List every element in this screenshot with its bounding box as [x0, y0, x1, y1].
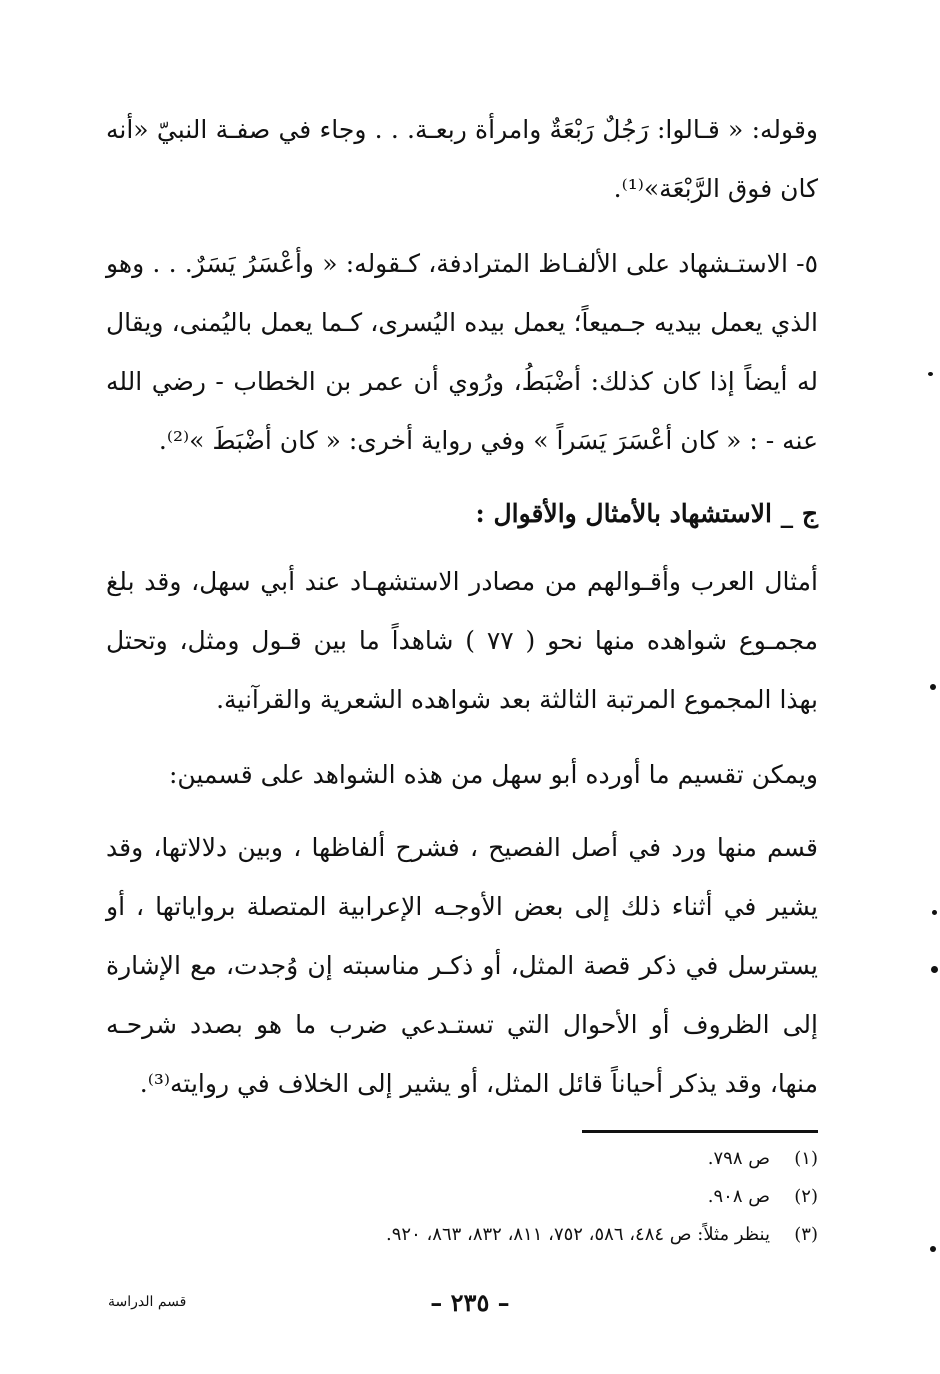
paragraph-definition-raba [106, 100, 818, 218]
footnote-number: (٢) [794, 1186, 818, 1207]
footnote-item [106, 1140, 818, 1178]
paragraph-division [106, 745, 818, 804]
footnote-text: ص ٩٠٨. [707, 1186, 770, 1207]
scan-speck [928, 372, 933, 376]
running-footer: قسم الدراسة [108, 1294, 187, 1310]
footnote-text: ينظر مثلاً: ص ٤٨٤، ٥٨٦، ٧٥٢، ٨١١، ٨٣٢، ٨٦٣، ٩٢٠. [386, 1224, 770, 1245]
paragraph-text: ٥- الاستـشهاد على الألفـاظ المترادفة، كـقوله: « وأعْسَرُ يَسَرٌ. . . وهو الذي يعمل بيديه جـميعاً؛ يعمل بيده اليُسرى، كـما يعمل باليُمنى، ويقال له أيضاً إذا كان كذلك: أضْبَطُ، ورُوي أن عمر بن الخطاب - رضي الله عنه - : « كان أعْسَرَ يَسَراً » وفي رواية أخرى: « كان أضْبَطَ »⁽²⁾. [106, 249, 818, 455]
footnote-divider [582, 1130, 818, 1133]
footnote-number: (١) [794, 1148, 818, 1169]
paragraph-first-part [106, 818, 818, 1113]
footnote-number: (٣) [794, 1224, 818, 1245]
paragraph-proverbs-intro [106, 552, 818, 729]
paragraph-synonyms [106, 234, 818, 470]
scan-speck [932, 910, 937, 915]
scan-speck [930, 1246, 936, 1252]
paragraph-text: ويمكن تقسيم ما أورده أبو سهل من هذه الشواهد على قسمين: [168, 760, 818, 789]
footnote-item [106, 1178, 818, 1216]
paragraph-text: وقوله: « قـالوا: رَجُلٌ رَبْعَةٌ وامرأة ربعـة. . . وجاء في صفـة النبيّ «أنه كان فوق الرَّبْعَة»⁽¹⁾. [106, 115, 818, 203]
paragraph-text: أمثال العرب وأقـوالهم من مصادر الاستشهـاد عند أبي سهل، وقد بلغ مجمـوع شواهده منها نحو ( ٧٧ ) شاهداً ما بين قـول ومثل، وتحتل بهذا المجموع المرتبة الثالثة بعد شواهده الشعرية والقرآنية. [106, 567, 818, 714]
page-number: – ٢٣٥ – [430, 1288, 510, 1317]
paragraph-text: قسم منها ورد في أصل الفصيح ، فشرح ألفاظها ، وبين دلالاتها، وقد يشير في أثناء ذلك إلى بعض الأوجـه الإعرابية المتصلة برواياتها ، أو يسترسل في ذكر قصة المثل، أو ذكـر مناسبته إن وُجدت، مع الإشارة إلى الظروف أو الأحوال التي تستـدعي ضرب ما هو بصدد شرحـه منها، وقد يذكر أحياناً قائل المثل، أو يشير إلى الخلاف في روايته⁽³⁾. [106, 833, 818, 1098]
section-heading: ج _ الاستشهاد بالأمثال والأقوال : [475, 499, 818, 528]
footnote-text: ص ٧٩٨. [707, 1148, 770, 1169]
footnote-item [106, 1216, 818, 1254]
scan-speck [931, 966, 938, 973]
footnotes [106, 1140, 818, 1254]
scan-speck [930, 684, 936, 690]
